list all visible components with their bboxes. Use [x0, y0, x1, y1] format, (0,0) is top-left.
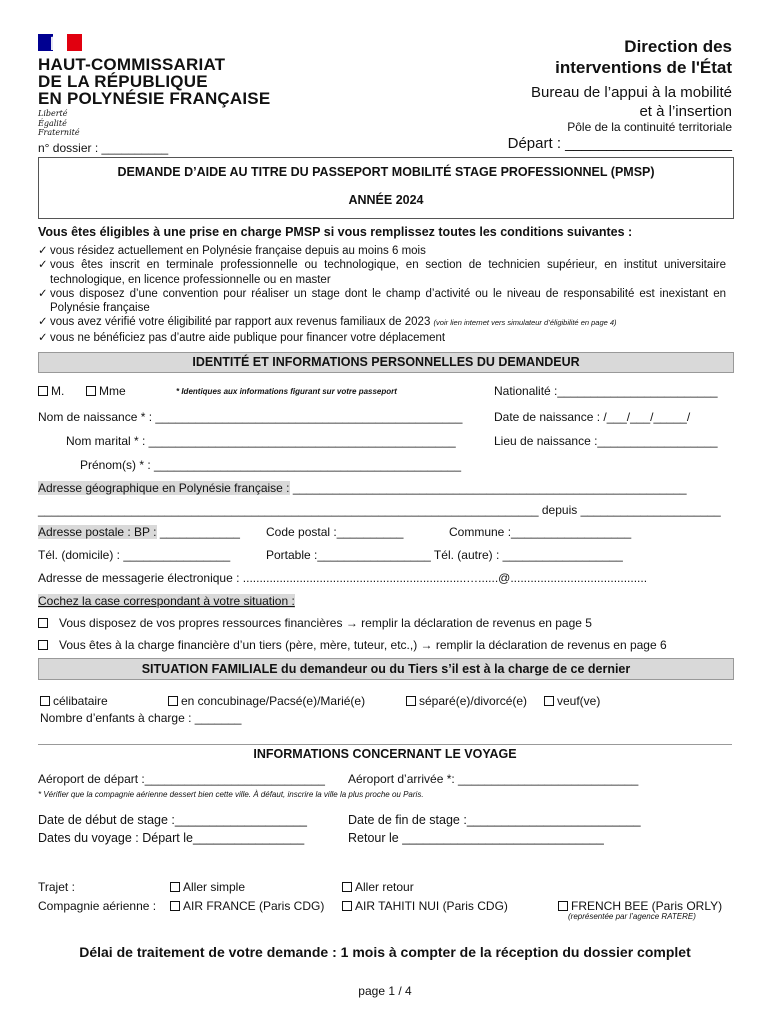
gender-m-option[interactable]: M. [38, 384, 64, 398]
check-icon: ✓ [38, 259, 48, 272]
processing-delay-notice: Délai de traitement de votre demande : 1 mois à compter de la réception du dossier complet [79, 944, 691, 960]
identity-section-header: IDENTITÉ ET INFORMATIONS PERSONNELLES DU DEMANDEUR [38, 352, 734, 373]
org-line-3: EN POLYNÉSIE FRANÇAISE [38, 89, 271, 108]
aller-retour-option[interactable]: Aller retour [342, 880, 414, 894]
french-bee-option[interactable]: FRENCH BEE (Paris ORLY) [558, 899, 722, 913]
org-line-1: HAUT-COMMISSARIAT [38, 55, 226, 74]
enfants-field[interactable]: Nombre d’enfants à charge : _______ [40, 711, 242, 725]
celibataire-option[interactable]: célibataire [40, 694, 108, 708]
check-icon: ✓ [38, 316, 48, 329]
aeroport-arrivee-field[interactable]: Aéroport d’arrivée *: ___________________________ [348, 772, 639, 786]
dossier-number-field[interactable]: n° dossier : __________ [38, 141, 169, 155]
form-title: DEMANDE D’AIDE AU TITRE DU PASSEPORT MOBILITÉ STAGE PROFESSIONNEL (PMSP) [117, 165, 655, 179]
trajet-label: Trajet : [38, 880, 75, 894]
eligibility-heading: Vous êtes éligibles à une prise en charge PMSP si vous remplissez toutes les conditions suivantes : [38, 225, 633, 239]
compagnie-label: Compagnie aérienne : [38, 899, 157, 913]
check-icon: ✓ [38, 245, 48, 257]
email-field[interactable]: Adresse de messagerie électronique : ...................................................................…......@......................................... [38, 571, 648, 585]
nom-naissance-field[interactable]: Nom de naissance * : ______________________________________________ [38, 410, 463, 424]
dates-voyage-field[interactable]: Dates du voyage : Départ le________________ [38, 831, 305, 845]
direction-line-1: Direction des [624, 37, 732, 56]
family-section-header: SITUATION FAMILIALE du demandeur ou du Tiers s’il est à la charge de ce dernier [38, 658, 734, 680]
checkbox[interactable] [342, 901, 352, 911]
eligibility-list [38, 244, 726, 345]
pole-name: Pôle de la continuité territoriale [567, 120, 732, 134]
motto-liberte: Liberté [38, 109, 68, 118]
organisation-name [38, 56, 270, 107]
list-item: ✓ vous ne bénéficiez pas d’autre aide publique pour financer votre déplacement [38, 331, 446, 344]
ratere-note: (représentée par l’agence RATERE) [568, 912, 696, 921]
air-tahiti-nui-option[interactable]: AIR TAHITI NUI (Paris CDG) [342, 899, 508, 913]
marianne-flag-logo [38, 34, 82, 51]
checkbox[interactable] [406, 696, 416, 706]
tel-domicile-field[interactable]: Tél. (domicile) : ________________ [38, 548, 231, 562]
situation-own-resources-option[interactable]: Vous disposez de vos propres ressources financières → remplir la déclaration de revenus en page 5 [38, 616, 592, 630]
republic-motto [38, 109, 80, 138]
situation-third-party-option[interactable]: Vous êtes à la charge financière d’un tiers (père, mère, tuteur, etc.,) → remplir la déclaration de revenus en page 6 [38, 638, 667, 652]
list-item: ✓ vous disposez d’une convention pour réaliser un stage dont le champ d’activité ou le niveau de responsabilité est inexistant en Polynésie française [38, 287, 726, 315]
list-item: ✓ vous avez vérifié votre éligibilité par rapport aux revenus familiaux de 2023 (voir lien internet vers simulateur d’éligibilité en page 4) [38, 316, 617, 329]
page-number: page 1 / 4 [358, 984, 412, 998]
portable-field[interactable]: Portable :_________________ Tél. (autre) : __________________ [266, 548, 623, 562]
check-icon: ✓ [38, 331, 48, 344]
air-france-option[interactable]: AIR FRANCE (Paris CDG) [170, 899, 324, 913]
direction-line-2: interventions de l'État [555, 58, 732, 77]
motto-fraternite: Fraternité [38, 128, 80, 137]
checkbox[interactable] [342, 882, 352, 892]
checkbox[interactable] [168, 696, 178, 706]
fin-stage-field[interactable]: Date de fin de stage :_________________________ [348, 813, 641, 827]
separe-option[interactable]: séparé(e)/divorcé(e) [406, 694, 527, 708]
code-postal-field[interactable]: Code postal :__________ [266, 525, 404, 539]
bureau-line-2: et à l’insertion [639, 103, 732, 120]
checkbox[interactable] [38, 640, 48, 650]
checkbox[interactable] [170, 882, 180, 892]
depart-field[interactable]: Départ : ____________________ [507, 135, 732, 152]
lieu-naissance-field[interactable]: Lieu de naissance :__________________ [494, 434, 718, 448]
nationalite-field[interactable]: Nationalité :________________________ [494, 384, 718, 398]
check-icon: ✓ [38, 287, 48, 300]
checkbox[interactable] [38, 618, 48, 628]
retour-field[interactable]: Retour le _____________________________ [348, 831, 604, 845]
debut-stage-field[interactable]: Date de début de stage :___________________ [38, 813, 307, 827]
nom-marital-field[interactable]: Nom marital * : ______________________________________________ [66, 434, 456, 448]
bureau-name [531, 83, 732, 121]
motto-egalite: Égalité [38, 118, 67, 128]
aller-simple-option[interactable]: Aller simple [170, 880, 245, 894]
org-line-2: DE LA RÉPUBLIQUE [38, 72, 208, 91]
list-item: ✓ vous êtes inscrit en terminale professionnelle ou technologique, en section de technicien supérieur, en institut universitaire technologique, en licence professionnelle ou en master [38, 259, 726, 286]
gender-mme-option[interactable]: Mme [86, 384, 126, 398]
voyage-section-header: INFORMATIONS CONCERNANT LE VOYAGE [38, 744, 732, 764]
checkbox[interactable] [86, 386, 96, 396]
adresse-geo-field[interactable]: Adresse géographique en Polynésie française : ___________________________________________________________ [38, 481, 687, 495]
form-year: ANNÉE 2024 [348, 193, 424, 207]
form-title-box [38, 157, 734, 219]
prenoms-field[interactable]: Prénom(s) * : ______________________________________________ [80, 458, 462, 472]
adresse-geo-label: Adresse géographique en Polynésie française : [38, 481, 290, 495]
commune-field[interactable]: Commune :__________________ [449, 525, 632, 539]
bureau-line-1: Bureau de l’appui à la mobilité [531, 84, 732, 101]
checkbox[interactable] [544, 696, 554, 706]
airline-note: * Vérifier que la compagnie aérienne dessert bien cette ville. À défaut, inscrire la ville la plus proche ou Paris. [38, 790, 424, 799]
adresse-geo-line2-field[interactable]: ___________________________________________________________________________ depuis _____________________ [38, 503, 721, 517]
concubinage-option[interactable]: en concubinage/Pacsé(e)/Marié(e) [168, 694, 365, 708]
passport-note: * Identiques aux informations figurant sur votre passeport [176, 387, 397, 396]
direction-title [555, 36, 732, 78]
checkbox[interactable] [40, 696, 50, 706]
adresse-postale-label: Adresse postale : BP : [38, 525, 157, 539]
list-item: ✓ vous résidez actuellement en Polynésie française depuis au moins 6 mois [38, 245, 426, 257]
checkbox[interactable] [170, 901, 180, 911]
checkbox[interactable] [38, 386, 48, 396]
adresse-postale-field[interactable]: Adresse postale : BP : ____________ [38, 525, 240, 539]
checkbox[interactable] [558, 901, 568, 911]
veuf-option[interactable]: veuf(ve) [544, 694, 600, 708]
aeroport-depart-field[interactable]: Aéroport de départ :___________________________ [38, 772, 325, 786]
date-naissance-field[interactable]: Date de naissance : /___/___/_____/ [494, 410, 691, 424]
simulator-note: (voir lien internet vers simulateur d’éligibilité en page 4) [433, 318, 617, 328]
situation-instruction: Cochez la case correspondant à votre situation : [38, 594, 295, 608]
